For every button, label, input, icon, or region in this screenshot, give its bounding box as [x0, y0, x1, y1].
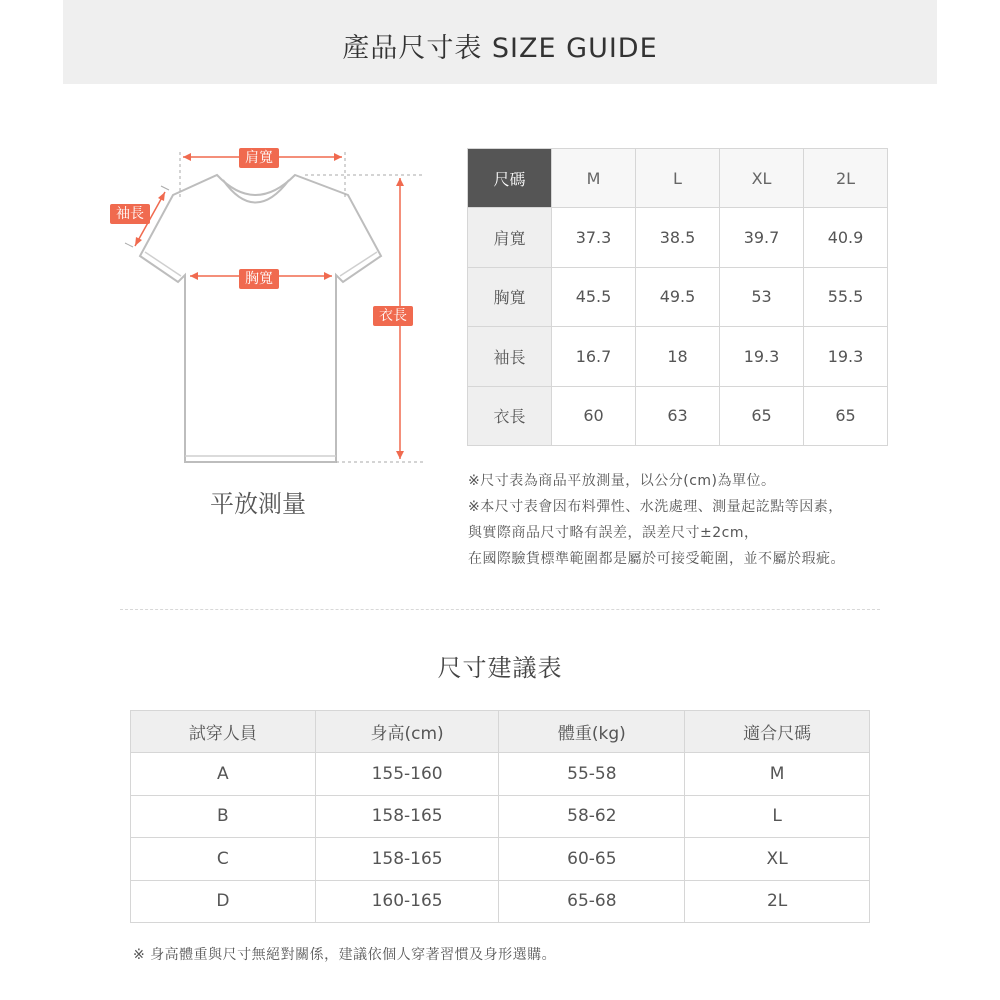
shoulder-tag: 肩寬 — [239, 148, 279, 168]
recommendation-title: 尺寸建議表 — [437, 654, 563, 682]
column-header: 試穿人員 — [131, 711, 316, 753]
table-cell: 158-165 — [315, 838, 499, 880]
note-line: 與實際商品尺寸略有誤差，誤差尺寸±2cm， — [468, 525, 759, 541]
table-row — [131, 795, 870, 837]
table-cell: 39.7 — [720, 208, 804, 267]
table-row — [131, 880, 870, 922]
tshirt-diagram — [105, 140, 435, 480]
table-cell: 19.3 — [720, 327, 804, 386]
table-cell: B — [131, 795, 316, 837]
table-cell: 40.9 — [804, 208, 888, 267]
table-row — [468, 386, 888, 445]
table-row — [468, 267, 888, 326]
table-cell: 2L — [685, 880, 870, 922]
size-column-header: 尺碼 — [468, 149, 552, 208]
table-cell: 63 — [636, 386, 720, 445]
length-tag: 衣長 — [373, 306, 413, 326]
table-row — [131, 753, 870, 795]
chest-tag: 胸寬 — [239, 269, 279, 289]
table-cell: 18 — [636, 327, 720, 386]
recommendation-header-row — [131, 711, 870, 753]
column-header: 體重(kg) — [499, 711, 685, 753]
table-cell: A — [131, 753, 316, 795]
sleeve-tag: 袖長 — [110, 204, 150, 224]
table-cell: XL — [685, 838, 870, 880]
note-line: ※尺寸表為商品平放測量，以公分(cm)為單位。 — [468, 473, 776, 489]
size-header-cell: L — [636, 149, 720, 208]
table-cell: 19.3 — [804, 327, 888, 386]
table-cell: C — [131, 838, 316, 880]
table-cell: 58-62 — [499, 795, 685, 837]
footnote: ※ 身高體重與尺寸無絕對關係，建議依個人穿著習慣及身形選購。 — [133, 947, 557, 963]
row-label: 肩寬 — [468, 208, 552, 267]
size-notes — [468, 468, 845, 572]
table-cell: 49.5 — [636, 267, 720, 326]
table-row — [468, 327, 888, 386]
row-label: 胸寬 — [468, 267, 552, 326]
size-table-header-row — [468, 149, 888, 208]
table-row — [468, 208, 888, 267]
table-cell: 65 — [804, 386, 888, 445]
size-table — [467, 148, 888, 446]
table-cell: M — [685, 753, 870, 795]
table-cell: 160-165 — [315, 880, 499, 922]
table-cell: 37.3 — [552, 208, 636, 267]
table-cell: 45.5 — [552, 267, 636, 326]
size-header-cell: M — [552, 149, 636, 208]
table-cell: 60 — [552, 386, 636, 445]
table-cell: 65-68 — [499, 880, 685, 922]
table-cell: 65 — [720, 386, 804, 445]
table-cell: 60-65 — [499, 838, 685, 880]
header-bar — [63, 0, 937, 84]
row-label: 袖長 — [468, 327, 552, 386]
column-header: 適合尺碼 — [685, 711, 870, 753]
table-cell: 53 — [720, 267, 804, 326]
recommendation-table — [130, 710, 870, 923]
table-cell: 55.5 — [804, 267, 888, 326]
column-header: 身高(cm) — [315, 711, 499, 753]
tshirt-collar — [223, 180, 289, 203]
page-title: 產品尺寸表 SIZE GUIDE — [342, 33, 658, 64]
size-header-cell: 2L — [804, 149, 888, 208]
table-cell: 155-160 — [315, 753, 499, 795]
flat-measure-caption: 平放測量 — [210, 490, 306, 518]
table-cell: D — [131, 880, 316, 922]
table-cell: 158-165 — [315, 795, 499, 837]
row-label: 衣長 — [468, 386, 552, 445]
section-divider — [120, 609, 880, 610]
table-row — [131, 838, 870, 880]
note-line: 在國際驗貨標準範圍都是屬於可接受範圍，並不屬於瑕疵。 — [468, 551, 845, 567]
note-line: ※本尺寸表會因布料彈性、水洗處理、測量起訖點等因素， — [468, 499, 843, 515]
tshirt-outline — [140, 175, 381, 462]
table-cell: 16.7 — [552, 327, 636, 386]
table-cell: 55-58 — [499, 753, 685, 795]
table-cell: 38.5 — [636, 208, 720, 267]
size-header-cell: XL — [720, 149, 804, 208]
table-cell: L — [685, 795, 870, 837]
